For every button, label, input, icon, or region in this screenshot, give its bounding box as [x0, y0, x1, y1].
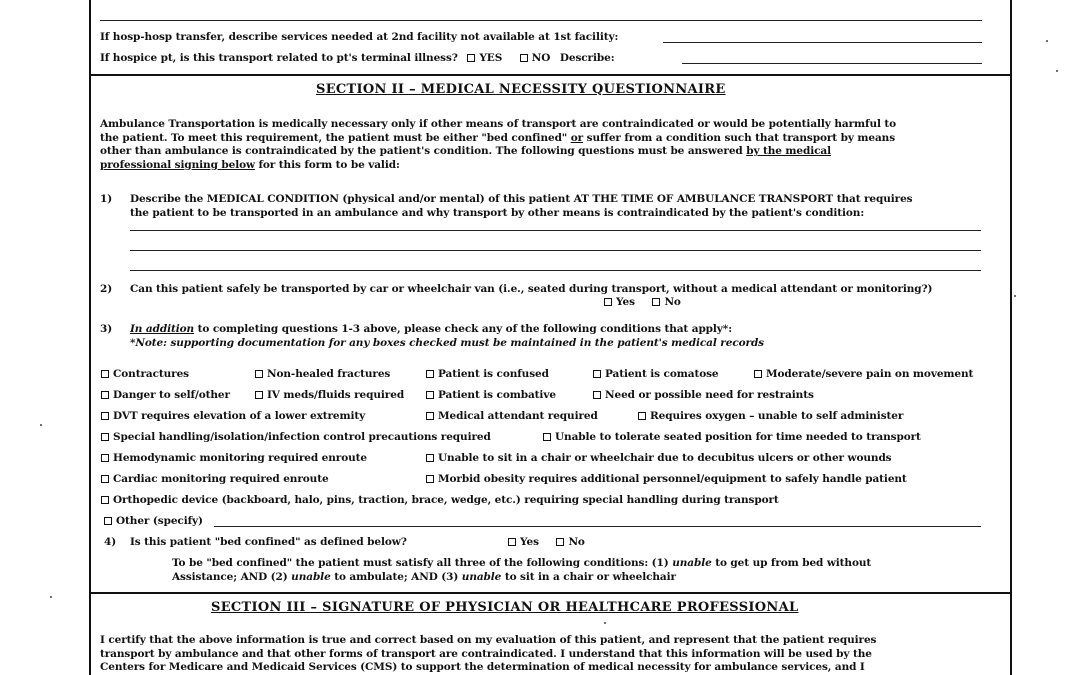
- checkbox[interactable]: [593, 370, 601, 378]
- hospice-describe-field[interactable]: [682, 63, 982, 64]
- hospice-yes-label: YES: [479, 52, 503, 64]
- q4-no-label: No: [568, 536, 585, 548]
- q2-no-label: No: [664, 296, 681, 308]
- checkbox[interactable]: [426, 391, 434, 399]
- checkbox[interactable]: [104, 517, 112, 525]
- condition-morbid-obesity[interactable]: Morbid obesity requires additional personnel/equipment to safely handle patient: [426, 473, 907, 486]
- bed-confined-definition: To be "bed confined" the patient must satisfy all three of the following conditions: (1) unable to get up from bed without Assistance; AND (2) unable to ambulate; AND (3) unable to sit in a chair or wheelchair: [172, 557, 872, 583]
- condition-unable-sit-ulcers[interactable]: Unable to sit in a chair or wheelchair due to decubitus ulcers or other wounds: [426, 452, 892, 465]
- condition-patient-confused[interactable]: Patient is confused: [426, 368, 549, 381]
- condition-cardiac-monitoring[interactable]: Cardiac monitoring required enroute: [101, 473, 329, 486]
- q1-answer-line-1[interactable]: [130, 230, 981, 231]
- scan-speck: [1046, 40, 1048, 42]
- section3-title: SECTION III – SIGNATURE OF PHYSICIAN OR HEALTHCARE PROFESSIONAL: [211, 600, 799, 615]
- checkbox[interactable]: [101, 391, 109, 399]
- q2-number: 2): [100, 283, 113, 295]
- condition-pain-on-movement[interactable]: Moderate/severe pain on movement: [754, 368, 973, 381]
- checkbox[interactable]: [101, 370, 109, 378]
- section1-field-line[interactable]: [100, 20, 982, 21]
- condition-dvt[interactable]: DVT requires elevation of a lower extremity: [101, 410, 365, 423]
- q4-yes-checkbox[interactable]: [508, 538, 516, 546]
- checkbox[interactable]: [754, 370, 762, 378]
- section3-certification: I certify that the above information is true and correct based on my evaluation of this patient, and represent that the patient requires transport by ambulance and that other forms of transport are contraindicated. I understand that this information will be used by the Centers for Medicare and Medicaid Services (CMS) to support the determination of medical necessity for ambulance services, and I: [100, 634, 877, 673]
- condition-orthopedic-device[interactable]: Orthopedic device (backboard, halo, pins, traction, brace, wedge, etc.) requiring special handling during transport: [101, 494, 779, 507]
- q1-text: Describe the MEDICAL CONDITION (physical and/or mental) of this patient AT THE TIME OF AMBULANCE TRANSPORT that requires the patient to be transported in an ambulance and why transport by other means is contraindicated by the patient's condition:: [130, 193, 913, 219]
- section2-title: SECTION II – MEDICAL NECESSITY QUESTIONNAIRE: [316, 82, 726, 97]
- condition-patient-comatose[interactable]: Patient is comatose: [593, 368, 719, 381]
- q2-no-checkbox[interactable]: [652, 298, 660, 306]
- checkbox[interactable]: [101, 433, 109, 441]
- form-border-right: [1010, 0, 1012, 675]
- condition-non-healed-fractures[interactable]: Non-healed fractures: [255, 368, 390, 381]
- scan-speck: [1056, 70, 1058, 72]
- condition-hemodynamic-monitoring[interactable]: Hemodynamic monitoring required enroute: [101, 452, 367, 465]
- other-specify-field[interactable]: [214, 526, 981, 527]
- q4-no-checkbox[interactable]: [556, 538, 564, 546]
- q4-number: 4): [104, 536, 117, 548]
- condition-patient-combative[interactable]: Patient is combative: [426, 389, 556, 402]
- checkbox[interactable]: [426, 454, 434, 462]
- checkbox[interactable]: [101, 412, 109, 420]
- q4-text: Is this patient "bed confined" as defined below?: [130, 536, 407, 548]
- hosp-transfer-label: If hosp-hosp transfer, describe services needed at 2nd facility not available at 1st facility:: [100, 31, 619, 43]
- hospice-no-checkbox[interactable]: [520, 54, 528, 62]
- checkbox[interactable]: [426, 370, 434, 378]
- q4-options: [508, 536, 585, 549]
- checkbox[interactable]: [101, 475, 109, 483]
- q3-number: 3): [100, 323, 113, 335]
- hospice-describe-label: Describe:: [559, 52, 615, 64]
- scan-speck: [40, 424, 42, 426]
- checkbox[interactable]: [593, 391, 601, 399]
- condition-contractures[interactable]: Contractures: [101, 368, 189, 381]
- checkbox[interactable]: [638, 412, 646, 420]
- form-border-left: [89, 0, 91, 675]
- condition-iv-meds[interactable]: IV meds/fluids required: [255, 389, 404, 402]
- condition-medical-attendant[interactable]: Medical attendant required: [426, 410, 598, 423]
- condition-need-restraints[interactable]: Need or possible need for restraints: [593, 389, 814, 402]
- section-divider: [89, 592, 1012, 594]
- checkbox[interactable]: [255, 391, 263, 399]
- q2-yes-checkbox[interactable]: [604, 298, 612, 306]
- scan-speck: [604, 622, 606, 624]
- scan-speck: [1014, 295, 1016, 297]
- checkbox[interactable]: [101, 496, 109, 504]
- checkbox[interactable]: [426, 475, 434, 483]
- condition-danger-self-other[interactable]: Danger to self/other: [101, 389, 230, 402]
- scan-speck: [50, 596, 52, 598]
- checkbox[interactable]: [101, 454, 109, 462]
- q1-number: 1): [100, 193, 113, 205]
- hospice-question: [100, 52, 614, 65]
- condition-unable-seated[interactable]: Unable to tolerate seated position for time needed to transport: [543, 431, 921, 444]
- hospice-yes-checkbox[interactable]: [467, 54, 475, 62]
- hospice-no-label: NO: [531, 52, 551, 64]
- checkbox[interactable]: [543, 433, 551, 441]
- q1-answer-line-2[interactable]: [130, 250, 981, 251]
- condition-requires-oxygen[interactable]: Requires oxygen – unable to self administer: [638, 410, 903, 423]
- q3-text: In addition to completing questions 1-3 above, please check any of the following conditions that apply*: *Note: supporting documentation for any boxes checked must be maintained in the patient's medical records: [130, 323, 764, 349]
- condition-other[interactable]: Other (specify): [104, 515, 203, 528]
- checkbox[interactable]: [255, 370, 263, 378]
- q2-options: [604, 296, 681, 309]
- q2-yes-label: Yes: [616, 296, 635, 308]
- section2-intro: Ambulance Transportation is medically necessary only if other means of transport are contraindicated or would be potentially harmful to the patient. To meet this requirement, the patient must be either "bed confined" or suffer from a condition such that transport by means other than ambulance is contraindicated by the patient's condition. The following questions must be answered by the medical professional signing below for this form to be valid:: [100, 118, 897, 171]
- q1-answer-line-3[interactable]: [130, 270, 981, 271]
- hospice-label: If hospice pt, is this transport related to pt's terminal illness?: [100, 52, 458, 64]
- condition-special-handling[interactable]: Special handling/isolation/infection control precautions required: [101, 431, 491, 444]
- hosp-transfer-field[interactable]: [663, 42, 982, 43]
- checkbox[interactable]: [426, 412, 434, 420]
- q2-text: Can this patient safely be transported by car or wheelchair van (i.e., seated during transport, without a medical attendant or monitoring?): [130, 283, 933, 295]
- section-divider: [89, 74, 1012, 76]
- q4-yes-label: Yes: [520, 536, 539, 548]
